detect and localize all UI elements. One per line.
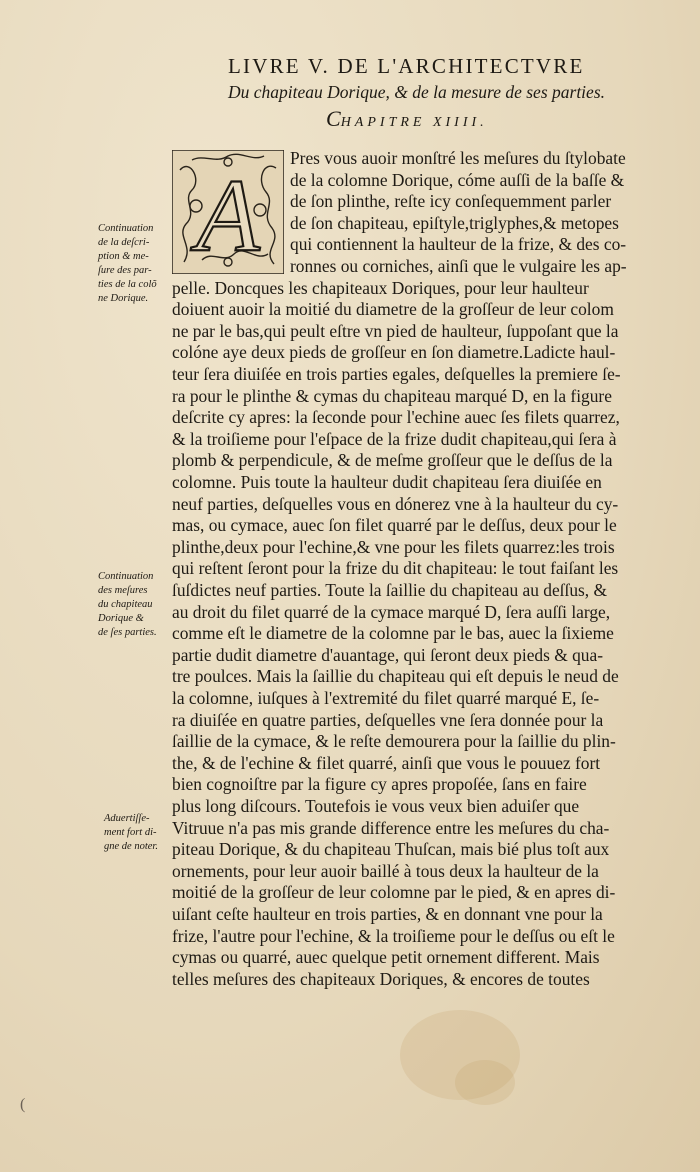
chapter-number-text: HAPITRE XIIII.	[340, 115, 488, 130]
margin-note-line: ties de la colõ	[98, 279, 157, 290]
ornamental-dropcap	[172, 150, 284, 274]
margin-note-line: Continuation	[98, 571, 154, 582]
text-line: pelle. Doncques les chapiteaux Doriques, pour leur haulteur	[172, 277, 589, 298]
text-line: moitié de la groſſeur de leur colomne par le pied, & en apres di-	[172, 882, 616, 903]
margin-note-line: de ſes parties.	[98, 627, 157, 638]
text-line: deſcrite cy apres: la ſeconde pour l'echine auec ſes filets quarrez,	[172, 407, 620, 428]
text-line: colomne. Puis toute la haulteur dudit chapiteau ſera diuiſée en	[172, 472, 602, 492]
text-line: comme eſt le diametre de la colomne par le bas, auec la ſixieme	[172, 623, 614, 644]
text-line: ornements, pour leur auoir baillé à tous deux la haulteur de la	[172, 860, 599, 881]
text-line: teur ſera diuiſée en trois parties egales, deſquelles la premiere ſe-	[172, 364, 621, 384]
text-line: mas, ou cymace, auec ſon filet quarré par le deſſus, deux pour le	[172, 515, 617, 536]
margin-note-line: ne Dorique.	[98, 293, 149, 304]
text-line: ra pour le plinthe & cymas du chapiteau marqué D, en la figure	[172, 385, 612, 406]
text-line: plomb & perpendicule, & de meſme groſſeur que le deſſus de la	[172, 450, 613, 471]
text-line: ſaillie de la cymace, & le reſte demourera pour la ſaillie du plin-	[172, 731, 616, 752]
text-line: doiuent auoir la moitié du diametre de la groſſeur de leur colom	[172, 299, 614, 320]
dropcap-letter: A	[196, 158, 260, 273]
text-line: la colomne, iuſques à l'extremité du filet quarré marqué E, ſe-	[172, 688, 600, 708]
margin-note-line: ment fort di-	[104, 827, 157, 838]
margin-note-line: des meſures	[98, 585, 148, 596]
text-line: frize, l'autre pour l'echine, & la troiſieme pour le deſſus ou eſt le	[172, 925, 615, 946]
pencil-mark: (	[20, 1096, 26, 1113]
margin-note-line: du chapiteau	[98, 599, 153, 610]
margin-note-line: Dorique &	[98, 613, 144, 624]
text-line: au droit du filet quarré de la cymace marqué D, ſera auſſi large,	[172, 601, 611, 622]
margin-note-line: Continuation	[98, 223, 154, 234]
margin-note-line: de la deſcri-	[98, 237, 150, 248]
margin-note-line: gne de noter.	[104, 841, 158, 852]
text-line: tre poulces. Mais la ſaillie du chapiteau qui eſt depuis le neud de	[172, 666, 619, 687]
text-line: bien cognoiſtre par la figure cy apres propoſée, ſans en faire	[172, 774, 587, 795]
text-line: qui contiennent la haulteur de la frize, & des co-	[290, 234, 627, 255]
text-line: plinthe,deux pour l'echine,& vne pour les filets quarrez:les trois	[172, 536, 615, 557]
margin-note-description	[98, 222, 174, 306]
text-line: ne par le bas,qui peult eſtre vn pied de haulteur, ſuppoſant que la	[172, 320, 619, 341]
text-line: plus long diſcours. Toutefois ie vous veux bien aduiſer que	[172, 796, 580, 816]
text-line: the, & de l'echine & filet quarré, ainſi que vous le pouuez fort	[172, 752, 601, 773]
chapter-number	[326, 106, 488, 132]
chapter-cap: C	[326, 106, 341, 131]
paper-stain	[455, 1060, 515, 1105]
text-line: telles meſures des chapiteaux Doriques, & encores de toutes	[172, 968, 590, 989]
margin-note-line: Aduertiſſe-	[104, 813, 150, 824]
text-line: cymas ou quarré, auec quelque petit ornement different. Mais	[172, 947, 600, 968]
text-line: Pres vous auoir monſtré les meſures du ſtylobate	[290, 148, 626, 168]
text-line: neuf parties, deſquelles vous en dónerez vne à la haulteur du cy-	[172, 493, 619, 514]
text-line: ſuſdictes neuf parties. Toute la ſaillie du chapiteau au deſſus, &	[172, 580, 608, 600]
text-line: de ſon chapiteau, epiſtyle,triglyphes,& metopes	[290, 212, 619, 233]
text-line: ronnes ou corniches, ainſi que le vulgaire les ap-	[290, 256, 627, 276]
margin-note-line: ſure des par-	[98, 265, 152, 276]
margin-note-line: ption & me-	[98, 251, 149, 262]
margin-note-continuation	[98, 570, 174, 640]
text-line: & la troiſieme pour l'eſpace de la frize dudit chapiteau,qui ſera à	[172, 428, 617, 449]
running-head: LIVRE V. DE L'ARCHITECTVRE	[228, 54, 585, 78]
text-line: piteau Dorique, & du chapiteau Thuſcan, mais bié plus toſt aux	[172, 839, 610, 860]
text-line: uiſant ceſte haulteur en trois parties, & en donnant vne pour la	[172, 904, 603, 924]
text-line: colóne aye deux pieds de groſſeur en ſon diametre.Ladicte haul-	[172, 342, 616, 363]
text-line: partie dudit diametre d'auantage, qui ſeront deux pieds & qua-	[172, 644, 603, 665]
text-line: qui reſtent ſeront pour la frize du dit chapiteau: le tout faiſant les	[172, 558, 619, 579]
text-line: de ſon plinthe, reſte icy conſequemment parler	[290, 191, 612, 212]
text-line: ra diuiſée en quatre parties, deſquelles vne ſera donnée pour la	[172, 709, 604, 730]
text-line: de la colomne Dorique, cóme auſſi de la baſſe &	[290, 169, 625, 190]
margin-note-warning	[104, 812, 180, 854]
chapter-title: Du chapiteau Dorique, & de la mesure de ses parties.	[228, 82, 606, 102]
text-line: Vitruue n'a pas mis grande difference entre les meſures du cha-	[172, 817, 610, 838]
